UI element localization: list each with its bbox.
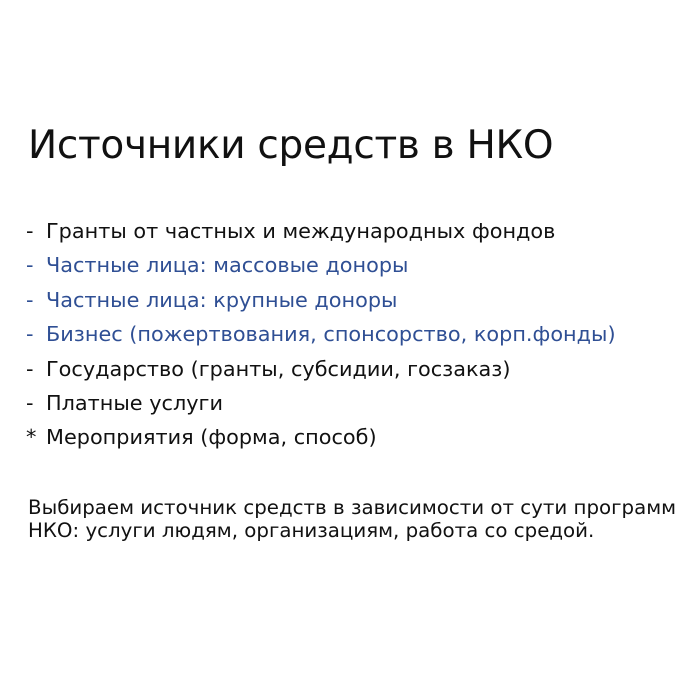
bullet-marker: -: [26, 287, 34, 312]
list-item: [26, 386, 616, 420]
list-item: [26, 214, 616, 248]
list-item-text: Частные лица: массовые доноры: [46, 253, 409, 278]
bullet-marker: -: [26, 253, 34, 278]
list-item-text: Бизнес (пожертвования, спонсорство, корп.фонды): [46, 322, 616, 347]
slide-title: Источники средств в НКО: [28, 123, 554, 168]
list-item: [26, 283, 616, 317]
list-item-text: Мероприятия (форма, способ): [46, 425, 377, 450]
list-item-text: Государство (гранты, субсидии, госзаказ): [46, 356, 511, 381]
bullet-marker: -: [26, 219, 34, 243]
bullet-marker: -: [26, 356, 34, 381]
list-item: [26, 317, 616, 351]
list-item-text: Гранты от частных и международных фондов: [46, 219, 556, 243]
bullet-marker: -: [26, 322, 34, 347]
list-item-text: Платные услуги: [46, 390, 223, 415]
list-item: [26, 420, 616, 454]
bullet-marker: *: [26, 425, 37, 450]
bullet-marker: -: [26, 390, 34, 415]
list-item: [26, 248, 616, 282]
summary-text: Выбираем источник средств в зависимости от сути программ НКО: услуги людям, организациям, работа со средой.: [28, 496, 677, 542]
list-item-text: Частные лица: крупные доноры: [46, 287, 398, 312]
funding-sources-list: [26, 214, 616, 455]
list-item: [26, 352, 616, 386]
